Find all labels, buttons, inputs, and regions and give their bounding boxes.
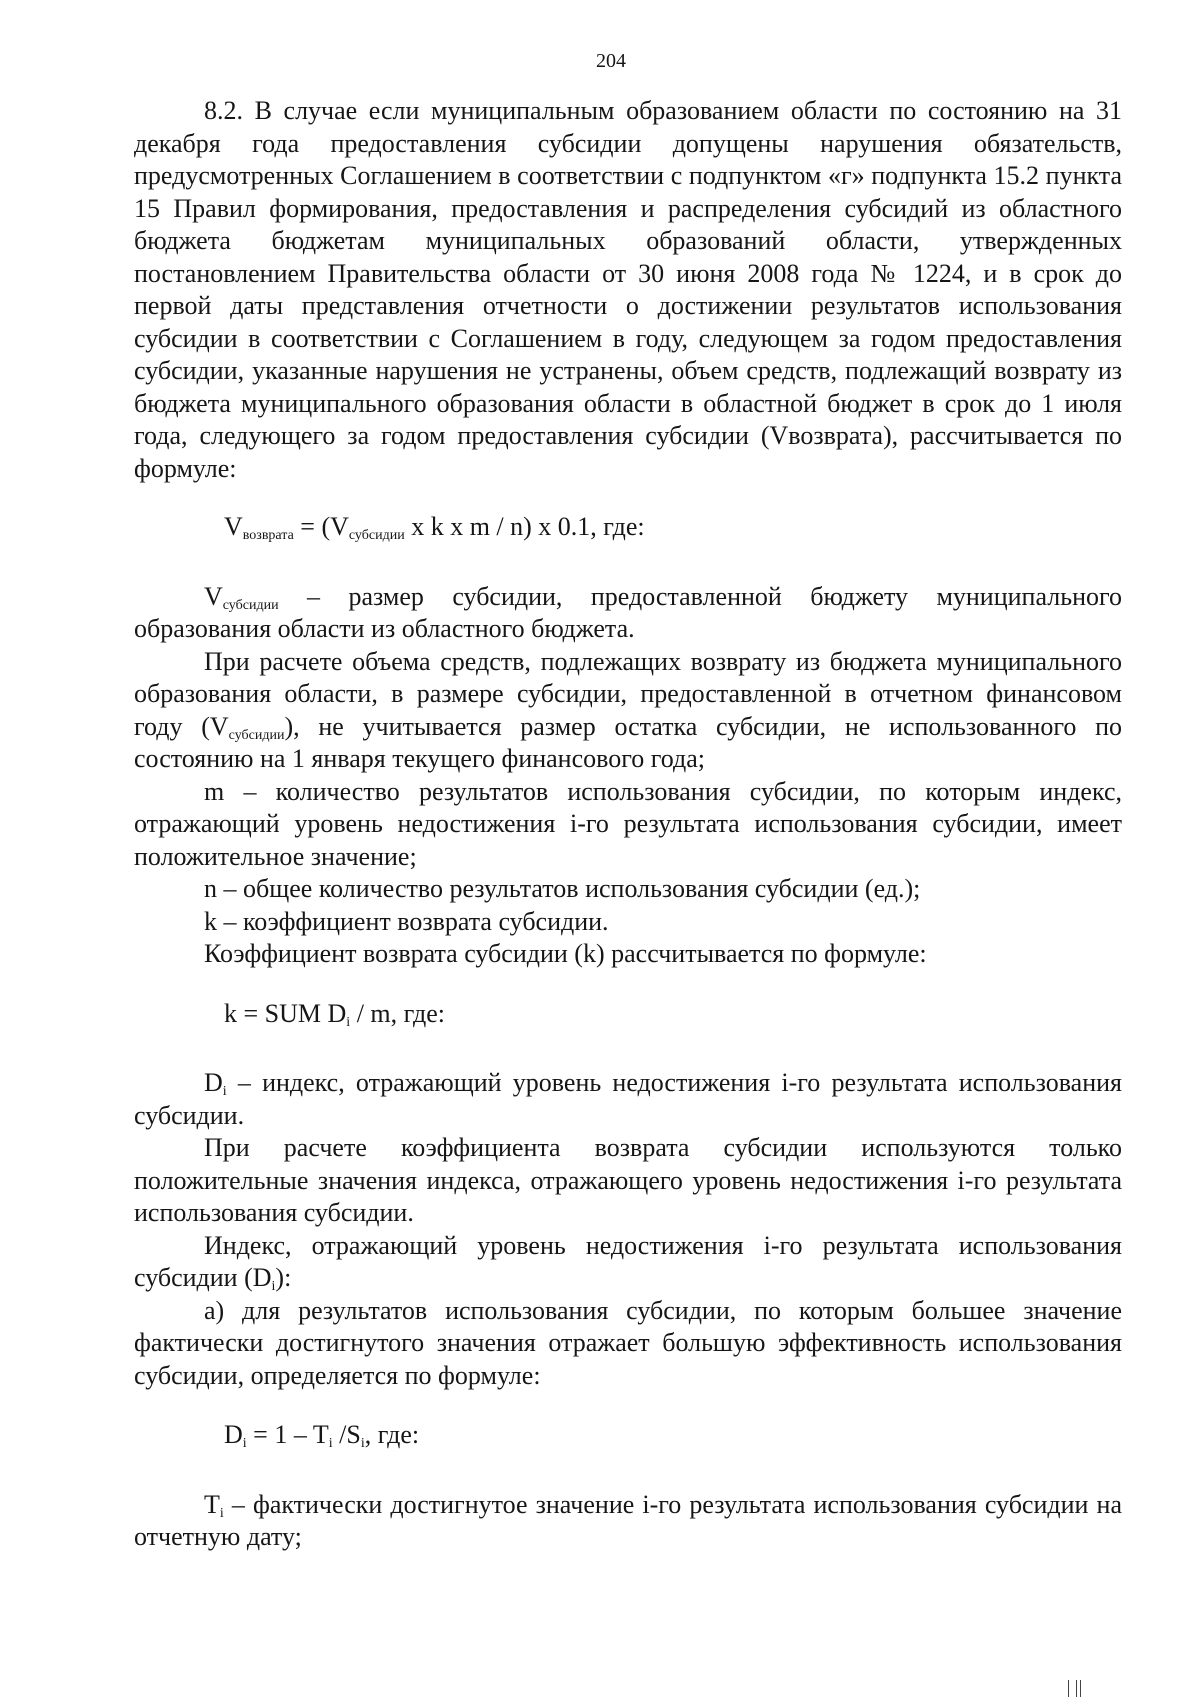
document-body bbox=[134, 95, 1122, 1554]
scan-mark bbox=[1080, 1680, 1081, 1697]
formula-k: k = SUM $D_i$ / m, где: bbox=[224, 998, 445, 1030]
definition-k: k – коэффициент возврата субсидии. bbox=[204, 906, 609, 936]
paragraph-index-intro: Индекс, отражающий уровень недостижения i-го результата использования субсидии $(D_i)$: bbox=[134, 1230, 1122, 1294]
formula-di: $D_i = 1 - T_i$ $/S_i$, где: bbox=[224, 1420, 420, 1451]
page-number: 204 bbox=[596, 50, 626, 72]
definition-n: n – общее количество результатов использования субсидии (ед.); bbox=[204, 874, 921, 903]
paragraph-k-formula-intro: Коэффициент возврата субсидии (k) рассчитывается по формуле: bbox=[204, 939, 927, 968]
definition-di: $D_i$ – индекс, отражающий уровень недостижения i-го результата использования субсидии. bbox=[134, 1068, 1122, 1130]
paragraph-8-2: 8.2. В случае если муниципальным образованием области по состоянию на 31 декабря года предоставления субсидии допущены нарушения обязательств, предусмотренных Соглашением в соответствии с подпунктом «г» подпункта 15.2 пункта 15 Правил формирования, предоставления и распределения субсидий из областного бюджета бюджетам муниципальных образований области, утвержденных постановлением Правительства области от 30 июня 2008 года № 1224, и в срок до первой даты представления отчетности о достижении результатов использования субсидии в соответствии с Соглашением в году, следующем за годом предоставления субсидии, указанные нарушения не устранены, объем средств, подлежащий возврату из бюджета муниципального образования области в областной бюджет в срок до 1 июля года, следующего за годом предоставления субсидии (Vвозврата), рассчитывается по формуле: bbox=[134, 96, 1122, 483]
definition-ti: $T_i$ – фактически достигнутое значение i-го результата использования субсидии на отчетную дату; bbox=[134, 1489, 1122, 1551]
definition-v-subsidy: $V_{субсидии}$ – размер субсидии, предоставленной бюджету муниципального образования области из областного бюджета. bbox=[134, 581, 1122, 643]
paragraph-positive-values: При расчете коэффициента возврата субсидии используются только положительные значения индекса, отражающего уровень недостижения i-го результата использования субсидии. bbox=[134, 1133, 1122, 1227]
paragraph-item-a: а) для результатов использования субсидии, по которым большее значение фактически достигнутого значения отражает большую эффективность использования субсидии, определяется по формуле: bbox=[134, 1295, 1122, 1390]
scan-mark bbox=[1076, 1680, 1077, 1697]
formula-v-return: $V_{возврата} = (V_{субсидии}$ x k x m / n) x 0.1, где: bbox=[224, 512, 645, 543]
paragraph-calculation-note: При расчете объема средств, подлежащих возврату из бюджета муниципального образования области, в размере субсидии, предоставленной в отчетном финансовом году $(V_{субсидии})$, не учитывается размер остатка субсидии, не использованного по состоянию на 1 января текущего финансового года; bbox=[134, 646, 1122, 773]
definition-m: m – количество результатов использования субсидии, по которым индекс, отражающий уровень недостижения i-го результата использования субсидии, имеет положительное значение; bbox=[134, 776, 1122, 871]
scan-mark bbox=[1068, 1680, 1069, 1697]
scan-edge-marks bbox=[1068, 1680, 1088, 1697]
